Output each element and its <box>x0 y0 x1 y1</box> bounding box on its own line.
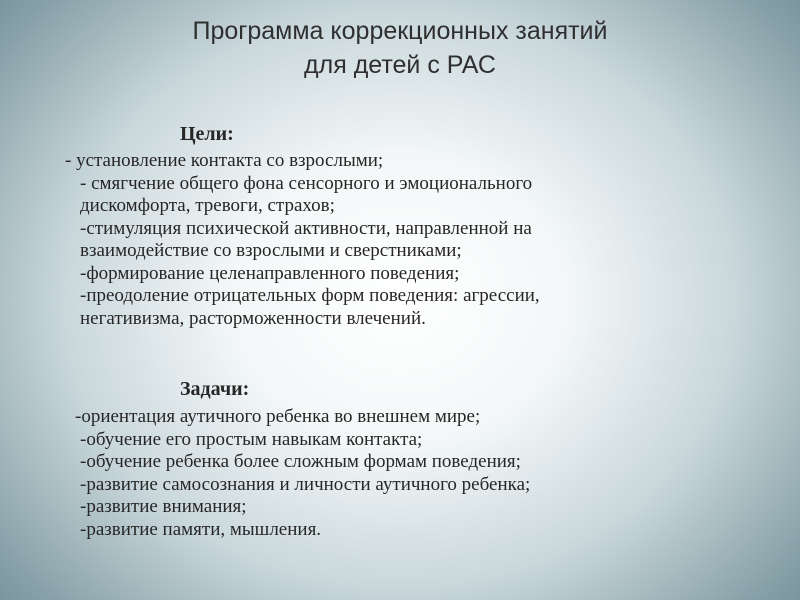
tasks-line: -развитие памяти, мышления. <box>80 518 322 540</box>
tasks-line: -развитие самосознания и личности аутичного ребенка; <box>80 473 531 495</box>
tasks-heading: Задачи: <box>180 378 250 400</box>
goals-line: -формирование целенаправленного поведения; <box>80 262 460 284</box>
tasks-line: -обучение его простым навыкам контакта; <box>80 428 423 450</box>
goals-line: - установление контакта со взрослыми; <box>65 150 384 171</box>
goals-line: дискомфорта, тревоги, страхов; <box>80 195 335 216</box>
tasks-line: -ориентация аутичного ребенка во внешнем мире; <box>75 406 481 427</box>
tasks-line: -обучение ребенка более сложным формам поведения; <box>80 451 521 472</box>
goals-line: взаимодействие со взрослыми и сверстниками; <box>80 240 462 261</box>
tasks-line: -развитие внимания; <box>80 496 247 517</box>
goals-line: - смягчение общего фона сенсорного и эмоционального <box>80 172 533 194</box>
slide-title-line-2: для детей с РАС <box>304 51 496 79</box>
slide-title <box>0 14 800 82</box>
goals-line: -стимуляция психической активности, направленной на <box>80 217 532 239</box>
tasks-list <box>75 406 720 541</box>
goals-heading: Цели: <box>180 123 234 145</box>
slide-title-line-1: Программа коррекционных занятий <box>192 17 608 45</box>
goals-line: -преодоление отрицательных форм поведения: агрессии, <box>80 285 540 306</box>
goals-list <box>65 150 720 330</box>
goals-line: негативизма, расторможенности влечений. <box>80 307 426 329</box>
